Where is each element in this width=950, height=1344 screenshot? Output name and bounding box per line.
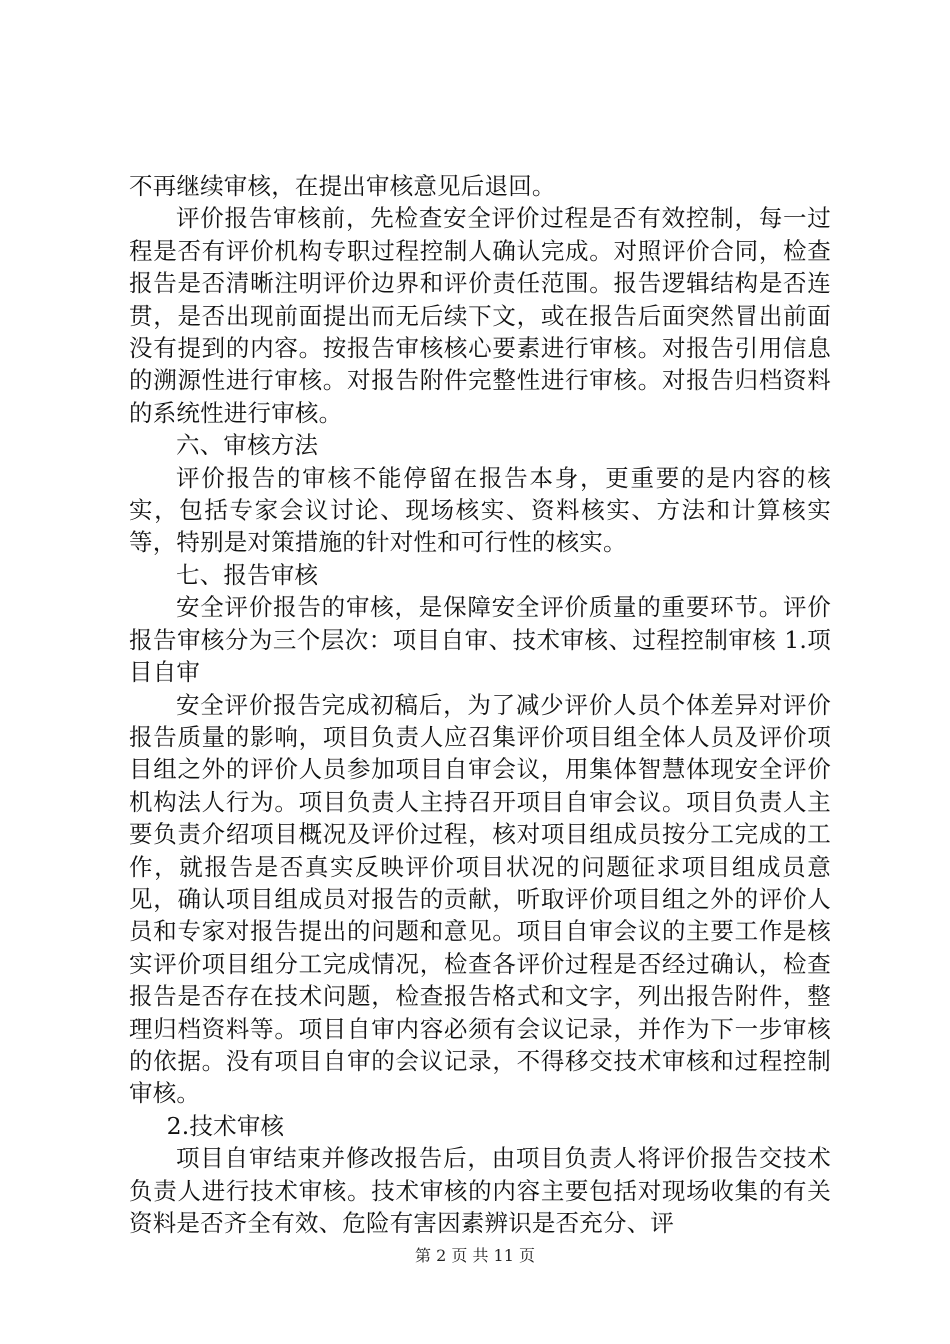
paragraph-review-method: 评价报告的审核不能停留在报告本身，更重要的是内容的核实，包括专家会议讨论、现场核实、资料核实、方法和计算核实等，特别是对策措施的针对性和可行性的核实。 — [129, 463, 831, 557]
paragraph-report-review: 安全评价报告的审核，是保障安全评价质量的重要环节。评价报告审核分为三个层次：项目自审、技术审核、过程控制审核 1.项目自审 — [129, 593, 831, 687]
paragraph-review-pre-check: 评价报告审核前，先检查安全评价过程是否有效控制，每一过程是否有评价机构专职过程控制人确认完成。对照评价合同，检查报告是否清晰注明评价边界和评价责任范围。报告逻辑结构是否连贯，是否出现前面提出而无后续下文，或在报告后面突然冒出前面没有提到的内容。按报告审核核心要素进行审核。对报告引用信息的溯源性进行审核。对报告附件完整性进行审核。对报告归档资料的系统性进行审核。 — [129, 204, 831, 427]
document-body — [129, 170, 831, 1239]
paragraph-technical-review: 项目自审结束并修改报告后，由项目负责人将评价报告交技术负责人进行技术审核。技术审核的内容主要包括对现场收集的有关资料是否齐全有效、危险有害因素辨识是否充分、评 — [129, 1144, 831, 1237]
section-heading-review-method: 六、审核方法 — [176, 431, 319, 460]
section-heading-report-review: 七、报告审核 — [176, 560, 319, 589]
page-number-footer: 第 2 页 共 11 页 — [415, 1246, 535, 1265]
paragraph-self-review: 安全评价报告完成初稿后，为了减少评价人员个体差异对评价报告质量的影响，项目负责人应召集评价项目组全体人员及评价项目组之外的评价人员参加项目自审会议，用集体智慧体现安全评价机构法人行为。项目负责人主持召开项目自审会议。项目负责人主要负责介绍项目概况及评价过程，核对项目组成员按分工完成的工作，就报告是否真实反映评价项目状况的问题征求项目组成员意见，确认项目组成员对报告的贡献，听取评价项目组之外的评价人员和专家对报告提出的问题和意见。项目自审会议的主要工作是核实评价项目组分工完成情况，检查各评价过程是否经过确认，检查报告是否存在技术问题，检查报告格式和文字，列出报告附件，整理归档资料等。项目自审内容必须有会议记录，并作为下一步审核的依据。没有项目自审的会议记录，不得移交技术审核和过程控制审核。 — [129, 690, 831, 1108]
paragraph-continuation: 不再继续审核，在提出审核意见后退回。 — [129, 172, 556, 200]
subheading-technical-review: 2.技术审核 — [166, 1111, 285, 1140]
